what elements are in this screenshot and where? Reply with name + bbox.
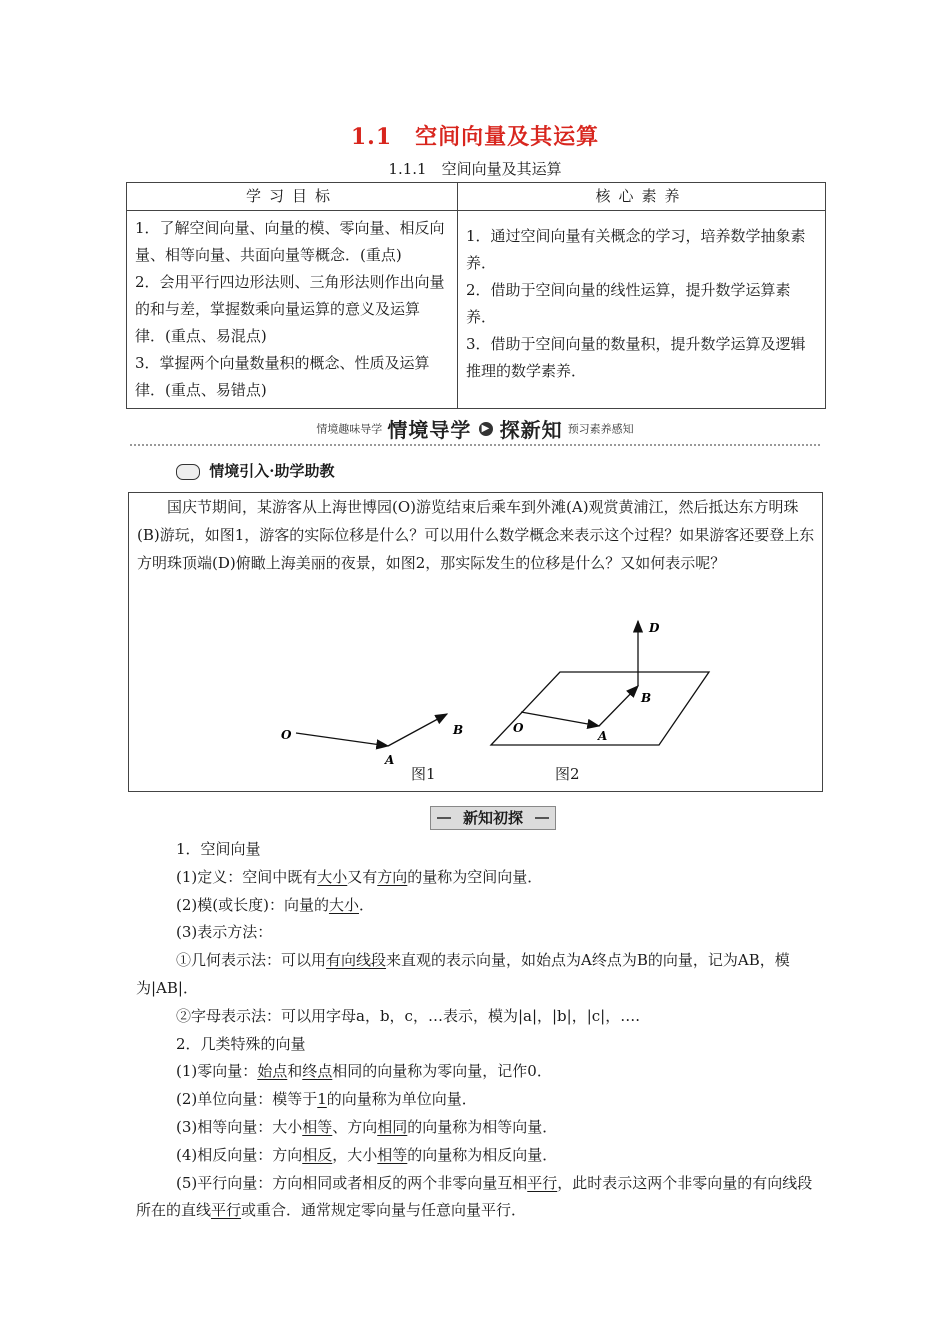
point-label: A — [598, 729, 608, 743]
definition-line: (1)定义：空间中既有大小又有方向的量称为空间向量． — [176, 867, 543, 886]
arrow-right-icon: ▶ — [479, 422, 493, 436]
modulus-line: (2)模(或长度)：向量的大小． — [176, 895, 374, 914]
equal-vector-line: (3)相等向量：大小相等、方向相同的向量称为相等向量． — [176, 1117, 558, 1136]
point-label: D — [649, 621, 660, 635]
representation-line: (3)表示方法： — [176, 923, 273, 942]
goals-table — [126, 182, 826, 409]
point-label: O — [513, 721, 524, 735]
banner-title-left: 情境导学 — [387, 418, 472, 442]
scenario-box — [128, 492, 823, 792]
scenario-text: 国庆节期间，某游客从上海世博园(O)游览结束后乘车到外滩(A)观赏黄浦江，然后抵达东方明珠(B)游玩，如图1，游客的实际位移是什么？可以用什么数学概念来表示这个过程？如果游客还要登上东方明珠顶端(D)俯瞰上海美丽的夜景，如图2，那实际发生的位移是什么？又如何表示呢？ — [137, 498, 815, 572]
point-label: B — [453, 723, 464, 737]
section-heading-text: 情境引入·助学助教 — [209, 462, 335, 480]
literacy-item: 2．借助于空间向量的线性运算，提升数学运算素养． — [466, 281, 791, 326]
goals-cell — [127, 211, 458, 409]
unit-vector-line: (2)单位向量：模等于1的向量称为单位向量． — [176, 1090, 477, 1109]
opposite-vector-line: (4)相反向量：方向相反，大小相等的向量称为相反向量． — [176, 1145, 558, 1164]
section-heading — [176, 460, 334, 481]
figure-1 — [281, 714, 463, 767]
banner-left-small: 情境趣味导学 — [316, 422, 383, 436]
lesson-body — [136, 836, 816, 1225]
goal-item: 1．了解空间向量、向量的模、零向量、相反向量、相等向量、共面向量等概念．(重点) — [135, 219, 445, 264]
figure-2-caption: 图2 — [555, 765, 580, 783]
literacy-item: 1．通过空间向量有关概念的学习，培养数学抽象素养． — [466, 227, 806, 272]
geometric-representation: ①几何表示法：可以用有向线段来直观的表示向量，如始点为A终点为B的向量，记为AB，模为|AB|． — [136, 951, 790, 997]
figure-2 — [491, 621, 709, 745]
goals-header: 学习目标 — [127, 183, 458, 211]
literacy-header: 核心素养 — [458, 183, 826, 211]
goal-item: 3．掌握两个向量数量积的概念、性质及运算律．(重点、易错点) — [135, 354, 430, 399]
point-label: A — [385, 753, 395, 767]
parallel-vector-line: (5)平行向量：方向相同或者相反的两个非零向量互相平行，此时表示这两个非零向量的有向线段所在的直线平行或重合．通常规定零向量与任意向量平行． — [136, 1173, 813, 1220]
goal-item: 2．会用平行四边形法则、三角形法则作出向量的和与差，掌握数乘向量运算的意义及运算律．(重点、易混点) — [135, 273, 445, 345]
literacy-item: 3．借助于空间向量的数量积，提升数学运算及逻辑推理的数学素养． — [466, 335, 806, 380]
vector-figures — [129, 493, 822, 791]
section-1-heading: 1．空间向量 — [176, 840, 261, 858]
section-2-heading: 2．几类特殊的向量 — [176, 1034, 306, 1053]
zero-vector-line: (1)零向量：始点和终点相同的向量称为零向量，记作0． — [176, 1062, 552, 1081]
new-knowledge-label: 新知初探 — [430, 806, 556, 830]
section-banner — [130, 410, 820, 446]
point-label: B — [641, 691, 652, 705]
handshake-icon — [176, 464, 200, 480]
literacy-cell — [458, 211, 826, 409]
banner-right-small: 预习素养感知 — [567, 422, 634, 436]
point-label: O — [281, 728, 292, 742]
page-title: 1.1 空间向量及其运算 — [350, 124, 600, 150]
banner-title-right: 探新知 — [499, 418, 563, 442]
letter-representation: ②字母表示法：可以用字母a，b，c，…表示，模为|a|，|b|，|c|，…. — [176, 1006, 640, 1025]
page-subtitle: 1.1.1 空间向量及其运算 — [388, 160, 562, 178]
figure-1-caption: 图1 — [411, 765, 436, 783]
